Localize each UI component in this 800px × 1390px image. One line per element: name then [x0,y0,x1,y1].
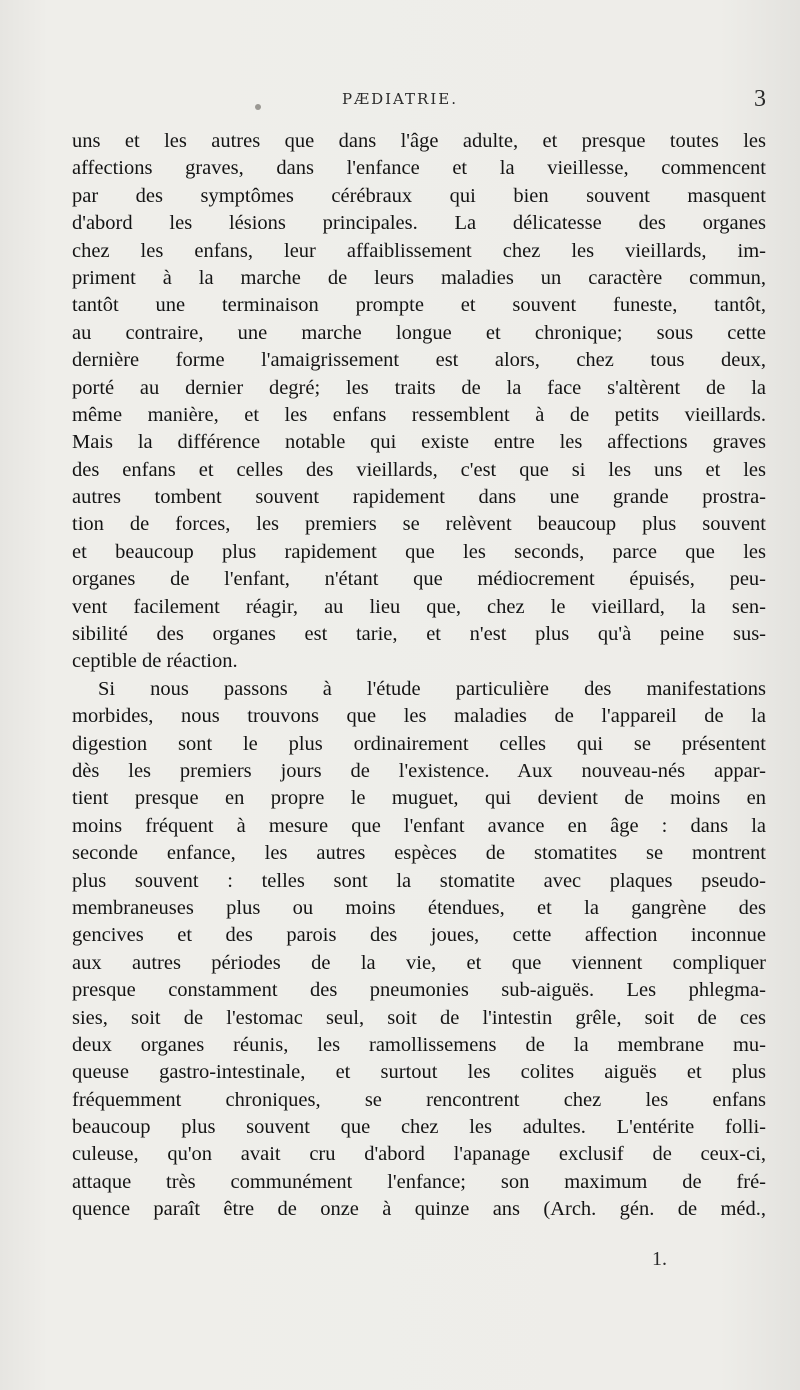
running-head: PÆDIATRIE. [341,90,458,108]
page-header [0,86,800,126]
text-line: organes de l'enfant, n'étant que médiocrement épuisés, peu- [72,568,766,591]
text-line: fréquemment chroniques, se rencontrent chez les enfans [72,1088,766,1111]
text-line: ceptible de réaction. [72,650,238,673]
text-line: vent facilement réagir, au lieu que, chez le vieillard, la sen- [72,595,766,618]
text-line: quence paraît être de onze à quinze ans (Arch. gén. de méd., [72,1198,766,1221]
paragraph [72,128,766,676]
text-line: culeuse, qu'on avait cru d'abord l'apanage exclusif de ceux-ci, [72,1143,766,1166]
text-line: sies, soit de l'estomac seul, soit de l'intestin grêle, soit de ces [72,1006,766,1029]
text-line: attaque très communément l'enfance; son maximum de fré- [72,1170,766,1193]
text-line: digestion sont le plus ordinairement celles qui se présentent [72,732,766,755]
page-number: 3 [754,86,766,112]
text-line: au contraire, une marche longue et chronique; sous cette [72,321,766,344]
text-line: gencives et des parois des joues, cette affection inconnue [72,924,766,947]
text-line: sibilité des organes est tarie, et n'est plus qu'à peine sus- [72,623,766,646]
paragraph [72,676,766,1224]
text-line: et beaucoup plus rapidement que les seconds, parce que les [72,540,766,563]
text-line: porté au dernier degré; les traits de la face s'altèrent de la [72,376,766,399]
text-line: uns et les autres que dans l'âge adulte, et presque toutes les [72,130,766,152]
text-line: autres tombent souvent rapidement dans une grande prostra- [72,486,766,509]
text-line: dès les premiers jours de l'existence. Aux nouveau-nés appar- [72,759,766,782]
text-line: affections graves, dans l'enfance et la vieillesse, commencent [72,157,766,180]
text-line: queuse gastro-intestinale, et surtout les colites aiguës et plus [72,1061,766,1084]
text-line: membraneuses plus ou moins étendues, et la gangrène des [72,896,766,919]
text-line: chez les enfans, leur affaiblissement chez les vieillards, im- [72,239,766,262]
ink-speck [255,104,261,110]
text-line: Mais la différence notable qui existe entre les affections graves [72,431,766,454]
text-line: seconde enfance, les autres espèces de stomatites se montrent [72,842,766,865]
text-line: par des symptômes cérébraux qui bien souvent masquent [72,184,766,207]
text-line: morbides, nous trouvons que les maladies de l'appareil de la [72,705,766,728]
text-line: même manière, et les enfans ressemblent à de petits vieillards. [72,403,766,426]
text-line: Si nous passons à l'étude particulière des manifestations [98,677,766,700]
text-line: aux autres périodes de la vie, et que viennent compliquer [72,951,766,974]
text-line: dernière forme l'amaigrissement est alors, chez tous deux, [72,349,766,372]
signature-mark: 1. [652,1248,667,1270]
text-line: plus souvent : telles sont la stomatite avec plaques pseudo- [72,869,766,892]
text-line: deux organes réunis, les ramollissemens de la membrane mu- [72,1033,766,1056]
text-line: d'abord les lésions principales. La délicatesse des organes [72,212,766,235]
text-line: moins fréquent à mesure que l'enfant avance en âge : dans la [72,814,766,837]
text-line: tient presque en propre le muguet, qui devient de moins en [72,787,766,810]
text-line: beaucoup plus souvent que chez les adultes. L'entérite folli- [72,1116,766,1139]
text-line: des enfans et celles des vieillards, c'est que si les uns et les [72,458,766,481]
text-line: priment à la marche de leurs maladies un caractère commun, [72,266,766,289]
text-line: tantôt une terminaison prompte et souvent funeste, tantôt, [72,294,766,317]
text-line: presque constamment des pneumonies sub-aiguës. Les phlegma- [72,979,766,1002]
body-text [72,128,766,1224]
text-line: tion de forces, les premiers se relèvent beaucoup plus souvent [72,513,766,536]
